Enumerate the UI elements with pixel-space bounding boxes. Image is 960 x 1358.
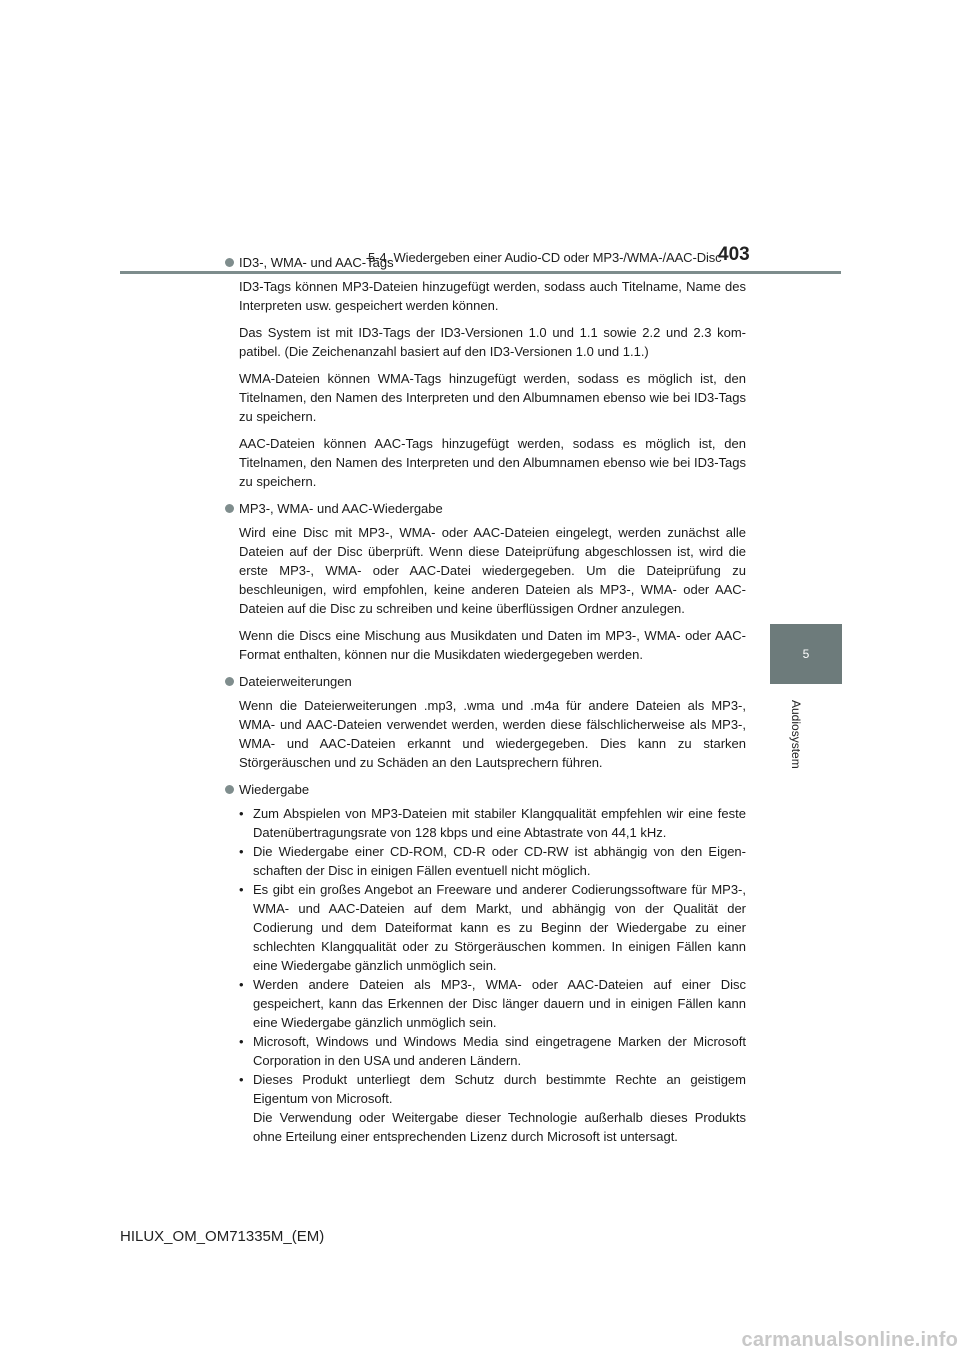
circle-bullet-icon xyxy=(225,258,234,267)
section-heading-text: ID3-, WMA- und AAC-Tags xyxy=(239,255,394,270)
paragraph: Wenn die Dateierweiterungen .mp3, .wma und .m4a für andere Dateien als MP3-, WMA- und AAC-Dateien verwendet werden, werden diese fälschlicherweise als MP3-, WMA- und AAC-Dateien erkannt und wiedergegeben. Dies kann zu starken Störgeräuschen und zu Schäden an den Lautsprechern führen. xyxy=(239,698,746,770)
section-heading xyxy=(224,253,746,272)
paragraph: Das System ist mit ID3-Tags der ID3-Versionen 1.0 und 1.1 sowie 2.2 und 2.3 kom-patibel. (Die Zeichenanzahl basiert auf den ID3-Versionen 1.0 und 1.1.) xyxy=(239,325,746,359)
circle-bullet-icon xyxy=(225,504,234,513)
page-content xyxy=(224,253,746,1152)
running-header: 5-4. Wiedergeben einer Audio-CD oder MP3-/WMA-/AAC-Disc xyxy=(368,250,722,265)
list-item xyxy=(239,804,746,842)
list-item-text: Die Wiedergabe einer CD-ROM, CD-R oder CD-RW ist abhängig von den Eigen-schaften der Disc in einigen Fällen eventuell nicht möglich. xyxy=(253,844,746,878)
page-number: 403 xyxy=(718,244,750,265)
section-id3-tags xyxy=(224,253,746,491)
chapter-number: 5 xyxy=(802,647,810,661)
list-item-text: Zum Abspielen von MP3-Dateien mit stabiler Klangqualität empfehlen wir eine feste Datenübertragungsrate von 128 kbps und eine Abtastrate von 44,1 kHz. xyxy=(253,806,746,840)
section-heading xyxy=(224,780,746,799)
list-item-text: Dieses Produkt unterliegt dem Schutz durch bestimmte Rechte an geistigem Eigentum von Microsoft. xyxy=(253,1072,746,1106)
list-item xyxy=(239,1070,746,1146)
paragraph: Wird eine Disc mit MP3-, WMA- oder AAC-Dateien eingelegt, werden zunächst alle Dateien auf der Disc überprüft. Wenn diese Dateiprüfung abgeschlossen ist, wird die erste MP3-, WMA- oder AAC-Datei wiedergegeben. Um die Dateiprüfung zu beschleunigen, wird empfohlen, keine anderen Dateien als MP3-, WMA- oder AAC-Dateien auf die Disc zu schreiben und keine überflüssigen Ordner anzulegen. xyxy=(239,525,746,616)
section-heading-text: MP3-, WMA- und AAC-Wiedergabe xyxy=(239,501,443,516)
list-bullet: • xyxy=(239,1034,244,1049)
list-item xyxy=(239,880,746,975)
section-heading xyxy=(224,499,746,518)
list-item-text: Die Verwendung oder Weitergabe dieser Technologie außerhalb dieses Produkts ohne Erteilung einer entsprechenden Lizenz durch Microsoft ist untersagt. xyxy=(253,1110,746,1144)
circle-bullet-icon xyxy=(225,785,234,794)
section-playback-formats xyxy=(224,499,746,664)
paragraph: WMA-Dateien können WMA-Tags hinzugefügt werden, sodass es möglich ist, den Titelnamen, den Namen des Interpreten und den Albumnamen ebenso wie bei ID3-Tags zu speichern. xyxy=(239,371,746,424)
section-playback xyxy=(224,780,746,1146)
chapter-tab xyxy=(770,624,842,684)
watermark: carmanualsonline.info xyxy=(741,1329,958,1351)
list-item-text: Microsoft, Windows und Windows Media sind eingetragene Marken der Microsoft Corporation in den USA und anderen Ländern. xyxy=(253,1034,746,1068)
circle-bullet-icon xyxy=(225,677,234,686)
list-item xyxy=(239,1032,746,1070)
paragraph: Wenn die Discs eine Mischung aus Musikdaten und Daten im MP3-, WMA- oder AAC-Format enthalten, können nur die Musikdaten wiedergegeben werden. xyxy=(239,628,746,662)
section-heading-text: Dateierweiterungen xyxy=(239,674,352,689)
list-item-text: Es gibt ein großes Angebot an Freeware und anderer Codierungssoftware für MP3-, WMA- und AAC-Dateien auf dem Markt, und abhängig von der Qualität der Codierung und dem Dateiformat kann es zu Beginn der Wiedergabe zu einer schlechten Klangqualität oder zu Störgeräuschen kommen. In einigen Fällen kann eine Wiedergabe gänzlich unmöglich sein. xyxy=(253,882,746,973)
list-bullet: • xyxy=(239,844,244,859)
section-file-extensions xyxy=(224,672,746,772)
document-id: HILUX_OM_OM71335M_(EM) xyxy=(120,1228,325,1245)
bullet-list xyxy=(239,804,746,1146)
list-bullet: • xyxy=(239,977,244,992)
list-bullet: • xyxy=(239,1072,244,1087)
list-item xyxy=(239,975,746,1032)
list-item xyxy=(239,842,746,880)
paragraph: ID3-Tags können MP3-Dateien hinzugefügt werden, sodass auch Titelname, Name des Interpreten usw. gespeichert werden können. xyxy=(239,279,746,313)
section-heading xyxy=(224,672,746,691)
section-heading-text: Wiedergabe xyxy=(239,782,310,797)
paragraph: AAC-Dateien können AAC-Tags hinzugefügt werden, sodass es möglich ist, den Titelnamen, den Namen des Interpreten und den Albumnamen ebenso wie bei ID3-Tags zu speichern. xyxy=(239,436,746,489)
list-item-text: Werden andere Dateien als MP3-, WMA- oder AAC-Dateien auf einer Disc gespeichert, kann das Erkennen der Disc länger dauern und in einigen Fällen kann eine Wiedergabe gänzlich unmöglich sein. xyxy=(253,977,746,1030)
list-bullet: • xyxy=(239,806,244,821)
chapter-label: Audiosystem xyxy=(789,700,803,769)
list-bullet: • xyxy=(239,882,244,897)
